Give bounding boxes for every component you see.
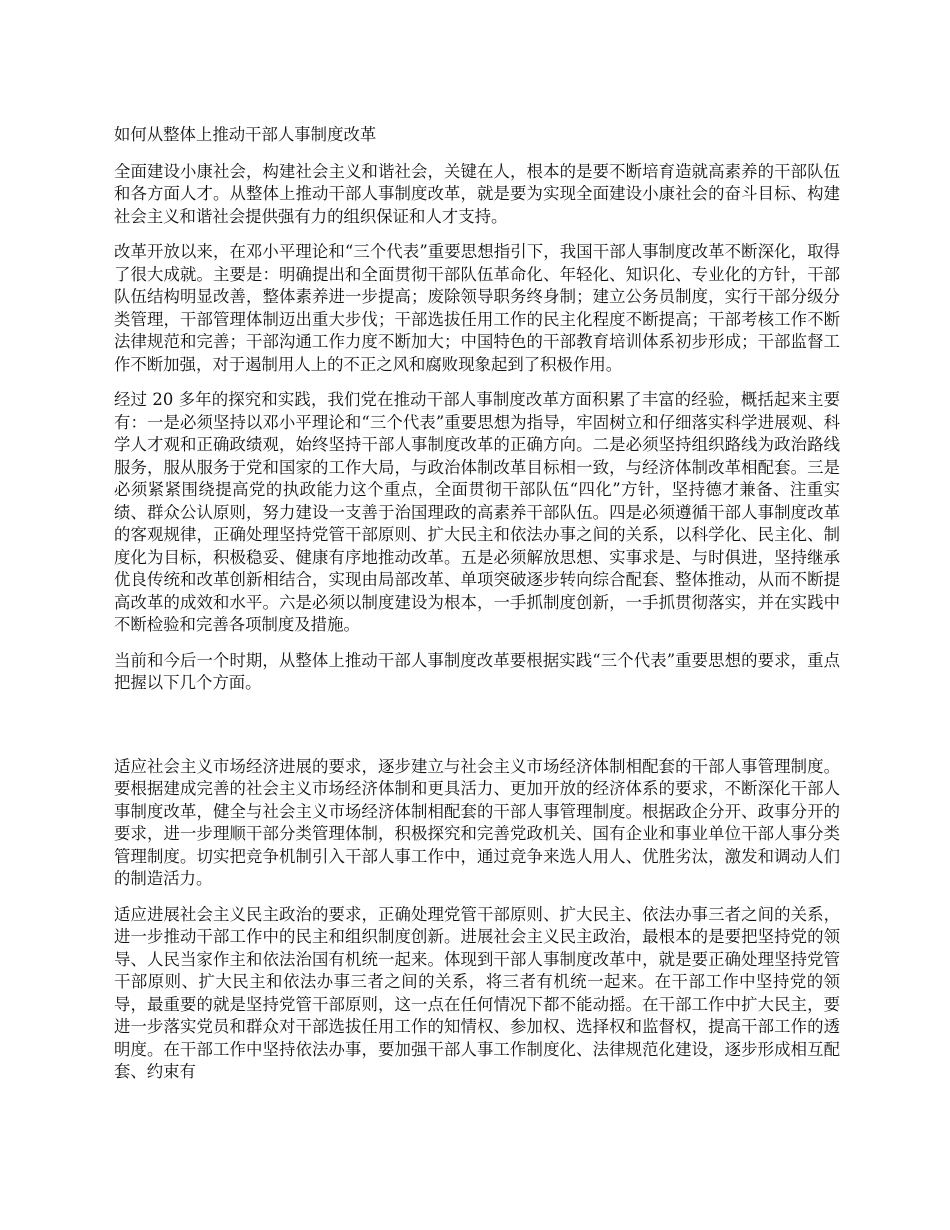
paragraph-experience: 经过 20 多年的探究和实践，我们党在推动干部人事制度改革方面积累了丰富的经验，概括起来主要有：一是必须坚持以邓小平理论和“三个代表”重要思想为指导，牢固树立和仔细落实科学进展观、科学人才观和正确政绩观，始终坚持干部人事制度改革的正确方向。二是必须坚持组织路线为政治路线服务，服从服务于党和国家的工作大局，与政治体制改革目标相一致，与经济体制改革相配套。三是必须紧紧围绕提高党的执政能力这个重点，全面贯彻干部队伍“四化”方针，坚持德才兼备、注重实绩、群众公认原则，努力建设一支善于治国理政的高素养干部队伍。四是必须遵循干部人事制度改革的客观规律，正确处理坚持党管干部原则、扩大民主和依法办事之间的关系，以科学化、民主化、制度化为目标，积极稳妥、健康有序地推动改革。五是必须解放思想、实事求是、与时俱进，坚持继承优良传统和改革创新相结合，实现由局部改革、单项突破逐步转向综合配套、整体推动，从而不断提高改革的成效和水平。六是必须以制度建设为根本，一手抓制度创新，一手抓贯彻落实，并在实践中不断检验和完善各项制度及措施。	[114, 390, 840, 634]
paragraph-market-economy: 适应社会主义市场经济进展的要求，逐步建立与社会主义市场经济体制相配套的干部人事管理制度。要根据建成完善的社会主义市场经济体制和更具活力、更加开放的经济体系的要求，不断深化干部人事制度改革，健全与社会主义市场经济体制相配套的干部人事管理制度。根据政企分开、政事分开的要求，进一步理顺干部分类管理体制，积极探究和完善党政机关、国有企业和事业单位干部人事分类管理制度。切实把竞争机制引入干部人事工作中，通过竞争来选人用人、优胜劣汰，激发和调动人们的制造活力。	[114, 756, 840, 888]
paragraph-achievements: 改革开放以来，在邓小平理论和“三个代表”重要思想指引下，我国干部人事制度改革不断深化，取得了很大成就。主要是：明确提出和全面贯彻干部队伍革命化、年轻化、知识化、专业化的方针，干部队伍结构明显改善，整体素养进一步提高；废除领导职务终身制；建立公务员制度，实行干部分级分类管理，干部管理体制迈出重大步伐；干部选拔任用工作的民主化程度不断提高；干部考核工作不断法律规范和完善；干部沟通工作力度不断加大；中国特色的干部教育培训体系初步形成；干部监督工作不断加强，对于遏制用人上的不正之风和腐败现象起到了积极作用。	[114, 242, 840, 374]
document-page	[114, 124, 840, 1097]
paragraph-intro: 全面建设小康社会，构建社会主义和谐社会，关键在人，根本的是要不断培育造就高素养的干部队伍和各方面人才。从整体上推动干部人事制度改革，就是要为实现全面建设小康社会的奋斗目标、构建社会主义和谐社会提供强有力的组织保证和人才支持。	[114, 161, 840, 226]
paragraph-democratic-politics: 适应进展社会主义民主政治的要求，正确处理党管干部原则、扩大民主、依法办事三者之间的关系，进一步推动干部工作中的民主和组织制度创新。进展社会主义民主政治，最根本的是要把坚持党的领导、人民当家作主和依法治国有机统一起来。体现到干部人事制度改革中，就是要正确处理坚持党管干部原则、扩大民主和依法办事三者之间的关系，将三者有机统一起来。在干部工作中坚持党的领导，最重要的就是坚持党管干部原则，这一点在任何情况下都不能动摇。在干部工作中扩大民主，要进一步落实党员和群众对干部选拔任用工作的知情权、参加权、选择权和监督权，提高干部工作的透明度。在干部工作中坚持依法办事，要加强干部人事工作制度化、法律规范化建设，逐步形成相互配套、约束有	[114, 904, 840, 1081]
section-gap	[114, 708, 840, 756]
document-title: 如何从整体上推动干部人事制度改革	[114, 125, 377, 144]
paragraph-focus: 当前和今后一个时期，从整体上推动干部人事制度改革要根据实践“三个代表”重要思想的要求，重点把握以下几个方面。	[114, 650, 840, 692]
